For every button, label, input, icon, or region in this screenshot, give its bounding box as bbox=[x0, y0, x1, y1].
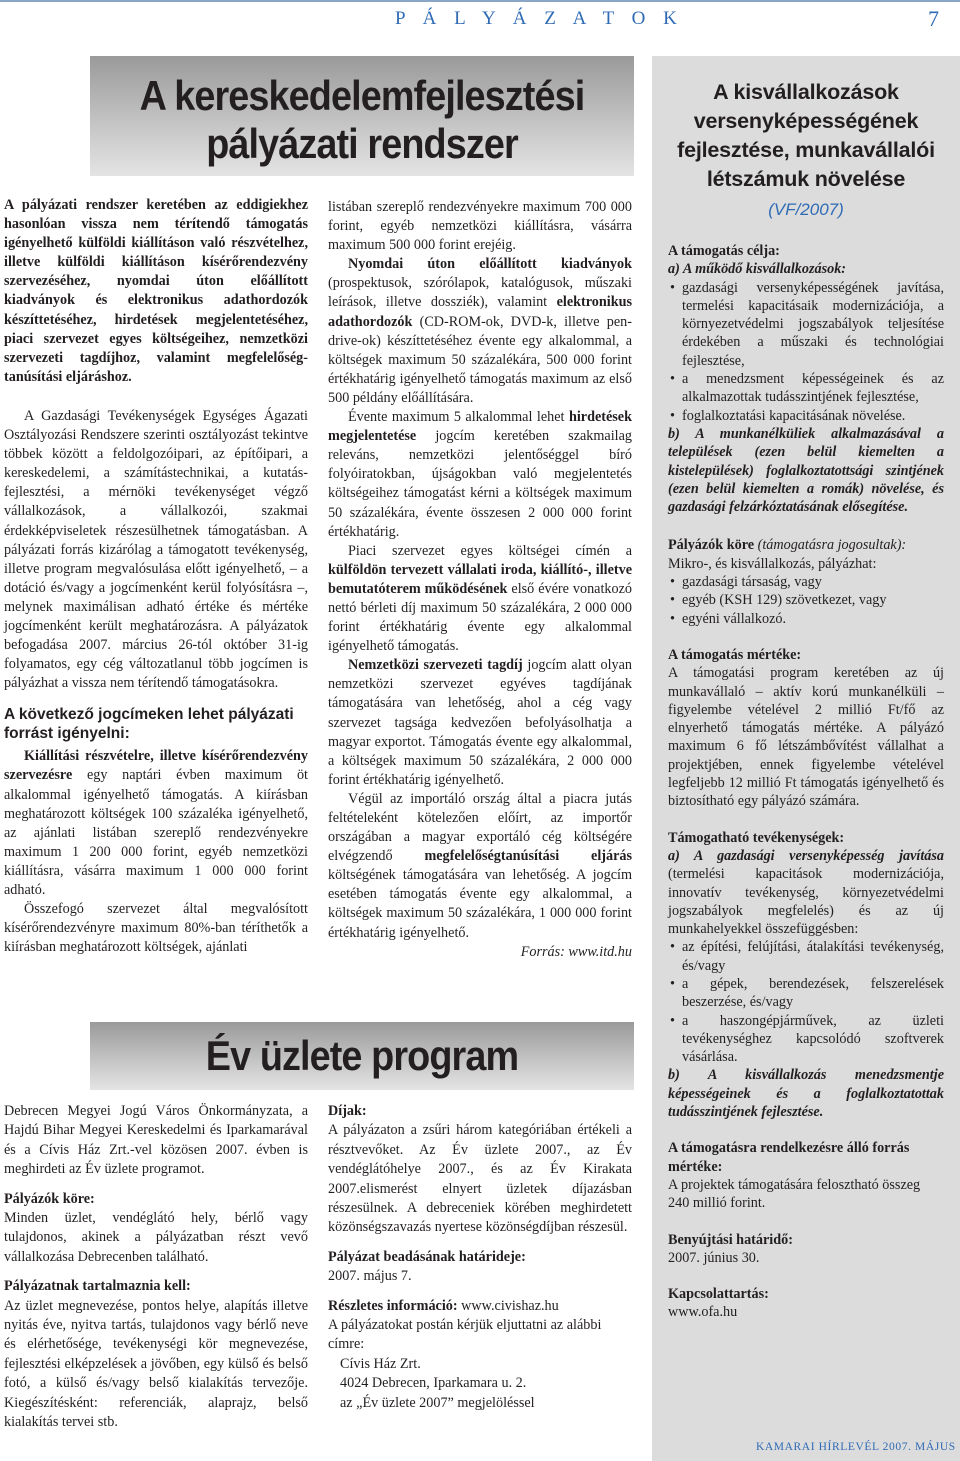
article1-paragraph bbox=[328, 542, 632, 657]
sidebar-heading: Támogatható tevékenységek: bbox=[668, 829, 845, 846]
emphasis: hirdetések megjelentetése bbox=[328, 409, 632, 445]
emphasis: Nemzetközi szervezeti tagdíj bbox=[348, 657, 523, 674]
sidebar-list bbox=[668, 573, 944, 628]
article2-heading: Pályázat beadásának határideje: bbox=[328, 1248, 526, 1265]
sidebar-paragraph: 2007. június 30. bbox=[668, 1249, 760, 1266]
article2-paragraph: A pályázatokat postán kérjük eljuttatni az alábbi címre: bbox=[328, 1317, 602, 1353]
article2-paragraph: 2007. május 7. bbox=[328, 1268, 412, 1285]
sidebar-heading: Benyújtási határidő: bbox=[668, 1231, 793, 1248]
contact-link[interactable]: www.ofa.hu bbox=[668, 1304, 738, 1321]
header-rule bbox=[0, 0, 960, 2]
article2-heading: Díjak: bbox=[328, 1103, 367, 1119]
article2-heading: Részletes információ: bbox=[328, 1297, 458, 1314]
emphasis: elektronikus adathordozók bbox=[328, 294, 632, 330]
article-title-line-2: pályázati rendszer bbox=[206, 120, 518, 167]
text: Végül az importáló ország által a piacra jutás feltételeként kötelezően előírt, az importőr országában a magyar exportáló cég költségére elvégzendő bbox=[328, 790, 632, 865]
list-item: • egyéb (KSH 129) szövetkezet, vagy bbox=[682, 591, 944, 609]
article1-lead: A pályázati rendszer keretében az eddigiekhez hasonlóan vissza nem térítendő támogatás igényelhető külföldi kiállításon való részvételhez, illetve külföldi kiállításon kísérőrendezvény szervezéséhez, nyomdai úton előállított kiadványok és elektronikus adathordozók készíttetéséhez, hirdetések megjelentetéséhez, piaci szervezet egyes költségeihez, nemzetközi szervezeti tagdíjhoz, valamint megfelelőség-tanúsítási eljáráshoz. bbox=[4, 197, 308, 385]
article1-column-1 bbox=[4, 196, 308, 957]
list-item: • a gépek, berendezések, felszerelések beszerzése, és/vagy bbox=[682, 975, 944, 1012]
article1-paragraph bbox=[328, 790, 632, 943]
article-title bbox=[117, 72, 607, 168]
text: (prospektusok, szórólapok, katalógusok, műszaki leírások, illetve dossziék), valamint bbox=[328, 275, 632, 311]
text: első évére vonatkozó nettó bérleti díj maximum 50 százalékára, 2 000 000 forint értékhatárig évente egy alkalommal igényelhető támogatás. bbox=[328, 580, 632, 655]
article2-heading: Pályázók köre: bbox=[4, 1190, 95, 1207]
list-item: • gazdasági társaság, vagy bbox=[682, 573, 944, 591]
sidebar-paragraph: A támogatási program keretében az új munkavállaló – aktív korú munkanélküli – figyelembe vételével 2 millió Ft/fő az elnyerhető támogatás mértéke. A pályázó maximum 6 fő létszámbővítést vállalhat a projektjében, ennek figyelembe vételével legfeljebb 12 millió Ft támogatás igényelhető és biztosítható egy pályázó számára. bbox=[668, 665, 944, 810]
article1-subheading: A következő jogcímeken lehet pályázati forrást igényelni: bbox=[4, 706, 294, 743]
emphasis: külföldön tervezett vállalati iroda, kiállító-, illetve bemutatóterem működésének bbox=[328, 561, 632, 597]
list-item: • a menedzsment képességeinek és az alkalmazottak tudásszintjének fejlesztése, bbox=[682, 370, 944, 407]
sidebar-paragraph bbox=[668, 847, 944, 938]
footer-publication: KAMARAI HÍRLEVÉL 2007. MÁJUS bbox=[756, 1441, 956, 1453]
sidebar-subheading: a) A működő kisvállalkozások: bbox=[668, 261, 847, 278]
article2-info bbox=[328, 1297, 632, 1316]
sidebar-heading bbox=[668, 536, 944, 554]
article-title-line-1: A kereskedelemfejlesztési bbox=[139, 72, 585, 119]
section-title: P Á L Y Á Z A T O K bbox=[395, 8, 684, 29]
address-line: Cívis Ház Zrt. bbox=[340, 1355, 421, 1372]
text: jogcím keretében szakmailag releváns, nemzetközi jelentőséggel bíró folyóiratokban, újságokban való megjelentetés költségeihez támogatást kérni a költségek maximum 50 százalékára, évente összesen 2 000 000 forint értékhatárig. bbox=[328, 428, 632, 540]
sidebar-heading: A támogatás célja: bbox=[668, 243, 780, 259]
article1-paragraph bbox=[328, 408, 632, 542]
text: jogcím alatt olyan nemzetközi szervezet egyéves tagdíjának támogatására van lehetőség, ahol a cég vagy szervezet tagsága kedvezően befolyásolhatja a magyar exportot. Támogatás évente egy alkalommal, a költségek maximum 50 százalékára, 2 000 000 forint értékhatárig igényelhető. bbox=[328, 657, 633, 788]
text: Piaci szervezet egyes költségei címén a bbox=[348, 542, 632, 559]
page-number: 7 bbox=[928, 6, 939, 31]
sidebar-title: A kisvállalkozások versenyképességének fejlesztése, munkavállalói létszámuk növelése bbox=[677, 80, 935, 191]
text: Évente maximum 5 alkalommal lehet bbox=[348, 409, 569, 426]
sidebar-content bbox=[668, 242, 944, 1322]
emphasis: Kiállítási részvételre, illetve kísérőrendezvény szervezésre bbox=[4, 748, 308, 784]
emphasis: megfelelőségtanúsítási eljárás bbox=[424, 848, 632, 865]
address-line: az „Év üzlete 2007” megjelöléssel bbox=[340, 1394, 535, 1411]
article1-paragraph: listában szereplő rendezvényekre maximum 700 000 forint, egyéb nemzetközi kiállításra, vásárra maximum 500 000 forint erejéig. bbox=[328, 199, 632, 254]
article1-paragraph: A Gazdasági Tevékenységek Egységes Ágazati Osztályozási Rendszere szerinti osztályozást tekintve többek között a feldolgozóipari, az építőipari, a kereskedelemi, a számítástechnikai, a kutatás-fejlesztési, a mérnöki tevékenységet végző vállalkozások, a vállalkozói, szakmai érdekképviseletek részesülhetnek támogatásban. A pályázati forrás kizárólag a támogatott tevékenység, illetve program megvalósulása előtt igényelhető, – a dotáció és/vagy a jogcímenként kerül folyósításra –, melynek maximálisan adható értéke és mértéke jogcímenként került meghatározásra. A pályázatok befogadása 2007. március 26-tól október 31-ig folyamatos, egy cég változatlanul több jogcímen is pályázhat a vissza nem térítendő támogatásokra. bbox=[4, 407, 308, 692]
sidebar-list bbox=[668, 279, 944, 425]
sidebar-heading: A támogatás mértéke: bbox=[668, 646, 802, 663]
sidebar-paragraph: A projektek támogatására felosztható összeg 240 millió forint. bbox=[668, 1176, 921, 1212]
info-link[interactable]: www.civishaz.hu bbox=[457, 1297, 559, 1314]
list-item: • az építési, felújítási, átalakítási tevékenység, és/vagy bbox=[682, 938, 944, 975]
sidebar-heading: A támogatásra rendelkezésre álló forrás mértéke: bbox=[668, 1140, 910, 1175]
list-item: • egyéni vállalkozó. bbox=[682, 610, 944, 628]
article2-column-1 bbox=[4, 1102, 308, 1433]
sidebar-paragraph: Mikro-, és kisvállalkozás, pályázhat: bbox=[668, 555, 877, 572]
text: költségének támogatására van lehetőség. A jogcím esetében támogatás évente egy alkalommal, a költségek maximum 50 százalékára, 1 000 000 forint értékhatárig igényelhető. bbox=[328, 867, 632, 941]
article1-paragraph: Összefogó szervezet által megvalósított kísérőrendezvényre maximum 80%-ban téríthetők a kiírásban meghatározott költségek, ajánlati bbox=[4, 901, 308, 956]
article2-column-2 bbox=[328, 1102, 632, 1413]
article1-paragraph bbox=[328, 255, 632, 408]
article2-title: Év üzlete program bbox=[205, 1032, 519, 1079]
text: egy naptári évben maximum öt alkalommal igényelhető támogatás. A kiírásban meghatározott költségek 100 százaléka igényelhető, az ajánlati listában szereplő rendezvényekre maximum 1 200 000 forint, egyéb nemzetközi kiállításra, vásárra maximum 1 000 000 forint adható. bbox=[4, 767, 308, 898]
sidebar-paragraph: b) A munkanélküliek alkalmazásával a települések (ezen belül kiemelten a kistelepülések) foglalkoztatottsági szintjének (ezen belül kiemelten a romák) növelése, és gazdasági felzárkóztatásának elősegítése. bbox=[668, 425, 944, 516]
article2-intro: Debrecen Megyei Jogú Város Önkormányzata, a Hajdú Bihar Megyei Kereskedelmi és Iparkamarával és a Cívis Ház Zrt.-vel közösen 2007. évben is meghirdeti az Év üzlete programot. bbox=[4, 1103, 308, 1178]
article1-source: Forrás: www.itd.hu bbox=[520, 943, 632, 960]
sidebar-code: (VF/2007) bbox=[768, 200, 844, 219]
sidebar-paragraph: b) A kisvállalkozás menedzsmentje képességeinek és a foglalkoztatottak tudásszintjének fejlesztése. bbox=[668, 1067, 944, 1121]
article2-heading: Pályázatnak tartalmaznia kell: bbox=[4, 1278, 191, 1295]
sidebar-list bbox=[668, 938, 944, 1066]
address-line: 4024 Debrecen, Iparkamara u. 2. bbox=[340, 1375, 527, 1392]
list-item: • a haszongépjárművek, az üzleti tevékenységhez kapcsolódó szoftverek vásárlása. bbox=[682, 1012, 944, 1067]
sidebar-heading: Kapcsolattartás: bbox=[668, 1286, 769, 1303]
heading-note: (támogatásra jogosultak): bbox=[754, 537, 907, 554]
emphasis: Nyomdai úton előállított kiadványok bbox=[348, 256, 632, 273]
text: (CD-ROM-ok, DVD-k, illetve pen-drive-ok) készíttetéséhez évente egy alkalommal, a költségek maximum 50 százalékára, 500 000 forint értékhatárig igényelhető támogatás maximum az első 500 példány előállítására. bbox=[328, 313, 632, 406]
heading-text: Pályázók köre bbox=[668, 537, 755, 554]
emphasis: a) A gazdasági versenyképesség javítása bbox=[668, 847, 944, 864]
list-item: • foglalkoztatási kapacitásának növelése. bbox=[682, 407, 944, 425]
article1-paragraph bbox=[328, 656, 632, 790]
article2-paragraph: A pályázaton a zsűri három kategóriában értékeli a résztvevőket. Az Év üzlete 2007., az Év vendéglátóhelye 2007., és az Év Kirakata 2007.elismerést elnyert üzletek díjazásban részesülnek. A debreceniek körében meghirdetett közönségszavazás nyertese közönségdíjban részesül. bbox=[328, 1122, 632, 1236]
text: (termelési kapacitások modernizációja, innovatív tevékenység, környezetvédelmi jogszabályok megfelelés) és az új munkahelyekkel összefüggésben: bbox=[668, 866, 944, 938]
article2-paragraph: Az üzlet megnevezése, pontos helye, alapítás illetve nyitás éve, nyitva tartás, tulajdonos vagy bérlő neve és elérhetősége, tevékenységi kör megnevezése, fejlesztési elképzelések a jövőben, egy külső és belső fotó, a külső és/vagy belső kialakítás tervezője. Kiegészítésként: referenciák, alaprajz, belső kialakítás tervei stb. bbox=[4, 1297, 308, 1431]
article1-column-2 bbox=[328, 198, 632, 962]
article1-paragraph bbox=[4, 747, 308, 900]
list-item: • gazdasági versenyképességének javítása, termelési kapacitásaik modernizációja, a környezetvédelmi jogszabályok teljesítése érdekében a műszaki és technológiai fejlesztése, bbox=[682, 279, 944, 370]
article2-paragraph: Minden üzlet, vendéglátó hely, bérlő vagy tulajdonos, akinek a pályázatban részt vevő vállalkozása Debrecenben található. bbox=[4, 1210, 308, 1265]
